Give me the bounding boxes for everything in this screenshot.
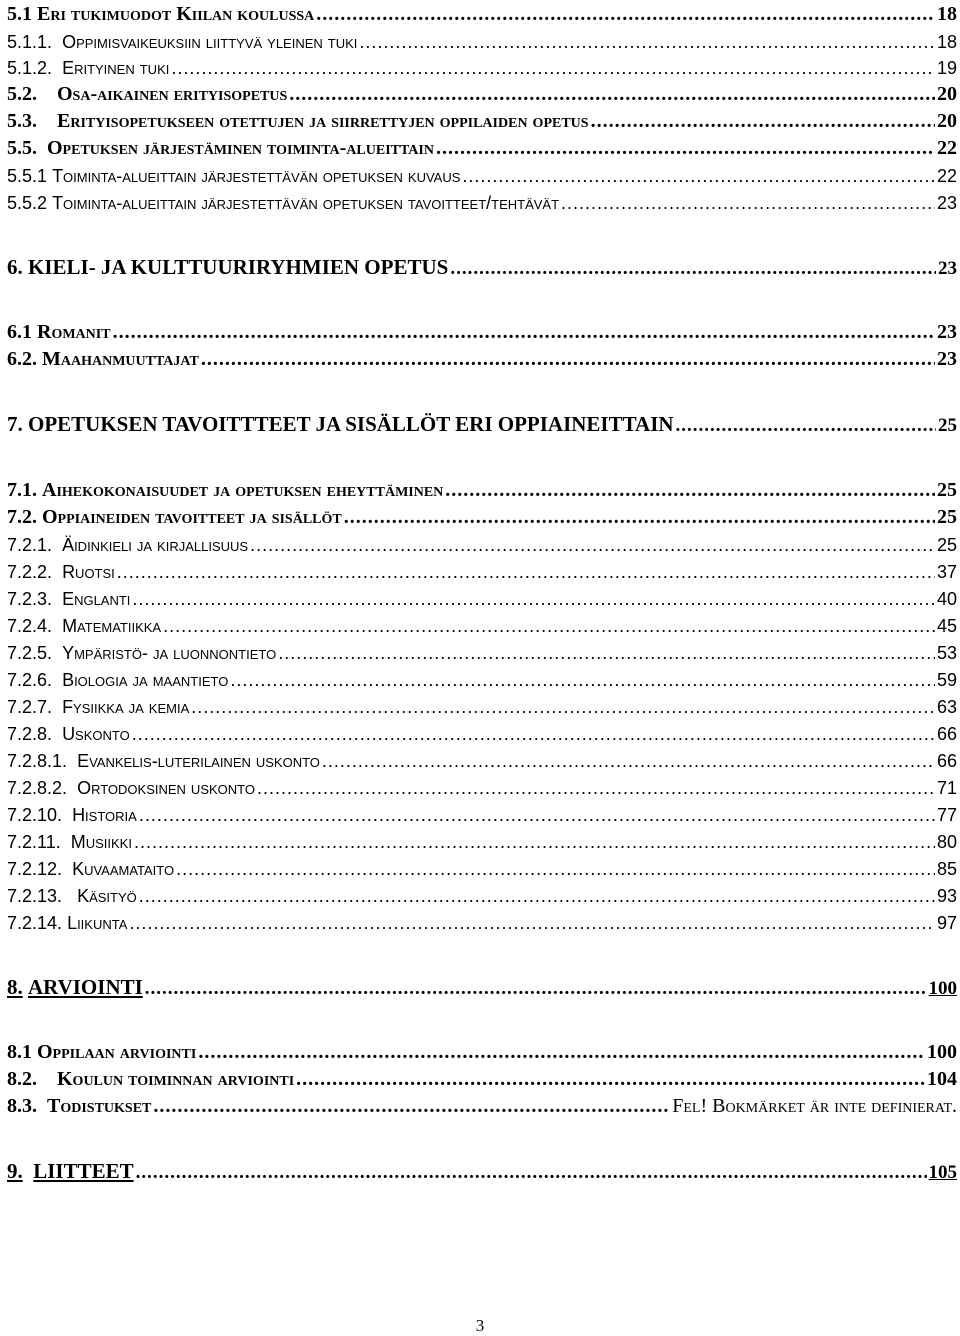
toc-entry-page: 23 xyxy=(937,321,957,343)
dot-leader xyxy=(113,321,935,344)
toc-entry[interactable] xyxy=(7,318,957,344)
toc-entry-number: 7. xyxy=(7,412,23,436)
toc-entry[interactable] xyxy=(7,1038,957,1064)
toc-entry-title: Oppiaineiden tavoitteet ja sisällöt xyxy=(42,506,342,528)
toc-entry[interactable] xyxy=(7,827,957,853)
dot-leader xyxy=(322,751,935,772)
toc-entry-title: Ympäristö- ja luonnontieto xyxy=(62,643,277,663)
toc-entry[interactable] xyxy=(7,530,957,556)
toc-entry-number: 7.2.12. xyxy=(7,859,63,879)
toc-entry-title: Ortodoksinen uskonto xyxy=(77,778,255,798)
toc-entry-number: 7.2.8.1. xyxy=(7,751,68,771)
toc-entry-page: 23 xyxy=(937,348,957,370)
toc-entry-title: Toiminta-alueittain järjestettävän opetuksen kuvaus xyxy=(52,166,461,186)
toc-entry-title: Biologia ja maantieto xyxy=(62,670,229,690)
toc-entry[interactable] xyxy=(7,665,957,691)
toc-entry[interactable] xyxy=(7,557,957,583)
toc-entry[interactable] xyxy=(7,719,957,745)
toc-entry-page: 25 xyxy=(937,479,957,501)
toc-entry[interactable] xyxy=(7,1092,957,1118)
dot-leader xyxy=(561,193,935,214)
toc-entry-page: 22 xyxy=(936,166,957,186)
toc-entry-title: Äidinkieli ja kirjallisuus xyxy=(62,535,249,555)
toc-entry-page: 18 xyxy=(936,32,957,52)
toc-entry-page: 104 xyxy=(927,1068,957,1090)
toc-entry-number: 6. xyxy=(7,255,23,279)
toc-entry-number: 5.5.2 xyxy=(7,193,48,213)
toc-entry[interactable] xyxy=(7,584,957,610)
toc-entry-number: 5.5. xyxy=(7,137,37,159)
toc-entry-page: 66 xyxy=(936,724,957,744)
dot-leader xyxy=(136,1162,927,1184)
toc-entry-number: 7.2.2. xyxy=(7,562,53,582)
toc-entry-number: 7.2.4. xyxy=(7,616,53,636)
dot-leader xyxy=(462,166,935,187)
toc-entry-number: 5.5.1 xyxy=(7,166,48,186)
toc-entry-title: Englanti xyxy=(62,589,131,609)
toc-entry[interactable] xyxy=(7,1158,957,1184)
toc-entry-number: 8.3. xyxy=(7,1095,37,1117)
dot-leader xyxy=(257,778,935,799)
page-number: 3 xyxy=(475,1316,485,1335)
dot-leader xyxy=(191,697,935,718)
toc-entry-title: Musiikki xyxy=(70,832,132,852)
toc-entry-page: 45 xyxy=(936,616,957,636)
toc-entry-page: 23 xyxy=(938,258,957,279)
toc-entry-page: 22 xyxy=(937,137,957,159)
toc-entry-page: 23 xyxy=(936,193,957,213)
toc-entry-number: 5.1.1. xyxy=(7,32,53,52)
toc-entry[interactable] xyxy=(7,27,957,53)
dot-leader xyxy=(359,32,935,53)
toc-entry-title: Ruotsi xyxy=(62,562,115,582)
toc-entry-number: 7.2.10. xyxy=(7,805,63,825)
dot-leader xyxy=(230,670,935,691)
toc-entry-number: 7.2. xyxy=(7,506,37,528)
dot-leader xyxy=(278,643,935,664)
toc-entry[interactable] xyxy=(7,611,957,637)
toc-entry-title: Aihekokonaisuudet ja opetuksen eheyttäminen xyxy=(42,479,444,501)
dot-leader xyxy=(591,110,935,133)
toc-entry-title: Liikunta xyxy=(67,913,128,933)
toc-entry-number: 5.1 xyxy=(7,3,32,25)
dot-leader xyxy=(316,3,935,26)
toc-entry-page: 18 xyxy=(937,3,957,25)
toc-entry-title: Eri tukimuodot Kiilan koulussa xyxy=(37,3,315,25)
toc-entry-number: 8. xyxy=(7,975,23,999)
toc-entry-number: 7.2.14. xyxy=(7,913,63,933)
toc-entry-title: Todistukset xyxy=(47,1095,152,1117)
toc-entry[interactable] xyxy=(7,638,957,664)
toc-entry-page: 40 xyxy=(936,589,957,609)
dot-leader xyxy=(250,535,935,556)
toc-entry-number: 5.1.2. xyxy=(7,58,53,78)
toc-entry-title: Historia xyxy=(72,805,137,825)
toc-entry[interactable] xyxy=(7,476,957,502)
toc-entry-page: 66 xyxy=(936,751,957,771)
toc-entry-title: Evankelis-luterilainen uskonto xyxy=(77,751,320,771)
toc-entry[interactable] xyxy=(7,503,957,529)
toc-entry-page: 97 xyxy=(936,913,957,933)
toc-entry-title: Osa-aikainen erityisopetus xyxy=(57,83,288,105)
toc-entry-number: 7.2.1. xyxy=(7,535,53,555)
toc-entry[interactable] xyxy=(7,746,957,772)
toc-entry-title: Matematiikka xyxy=(62,616,162,636)
toc-entry-page: 100 xyxy=(928,978,957,999)
toc-entry-page: 53 xyxy=(936,643,957,663)
dot-leader xyxy=(139,886,935,907)
toc-entry-page: 63 xyxy=(936,697,957,717)
toc-entry[interactable] xyxy=(7,854,957,880)
toc-entry-title: Opetuksen järjestäminen toiminta-alueittain xyxy=(47,137,434,159)
toc-entry-number: 7.2.8. xyxy=(7,724,53,744)
toc-entry-title: Fysiikka ja kemia xyxy=(62,697,190,717)
toc-entry[interactable] xyxy=(7,80,957,106)
toc-entry-number: 9. xyxy=(7,1159,23,1183)
toc-entry-page: 71 xyxy=(936,778,957,798)
toc-entry-page: 85 xyxy=(936,859,957,879)
toc-entry-number: 7.2.13. xyxy=(7,886,63,906)
dot-leader xyxy=(129,913,935,934)
toc-entry[interactable] xyxy=(7,411,957,437)
toc-entry-title: Käsityö xyxy=(77,886,137,906)
dot-leader xyxy=(117,562,935,583)
dot-leader xyxy=(436,137,935,160)
toc-entry-page: 37 xyxy=(936,562,957,582)
toc-entry-title: Uskonto xyxy=(62,724,130,744)
toc-entry-page: 59 xyxy=(936,670,957,690)
toc-entry-title: Erityisopetukseen otettujen ja siirrettyjen oppilaiden opetus xyxy=(57,110,589,132)
dot-leader xyxy=(176,859,935,880)
dot-leader xyxy=(132,589,935,610)
toc-entry-page: Fel! Bokmärket är inte definierat. xyxy=(672,1095,957,1117)
toc-entry-title: Erityinen tuki xyxy=(62,58,170,78)
toc-entry-title: Toiminta-alueittain järjestettävän opetuksen tavoitteet/tehtävät xyxy=(52,193,560,213)
toc-entry-title: KIELI- JA KULTTUURIRYHMIEN OPETUS xyxy=(28,255,449,279)
dot-leader xyxy=(445,479,935,502)
toc-entry-number: 7.2.7. xyxy=(7,697,53,717)
toc-entry-page: 20 xyxy=(937,110,957,132)
dot-leader xyxy=(676,415,936,437)
toc-entry[interactable] xyxy=(7,0,957,26)
toc-entry[interactable] xyxy=(7,974,957,1000)
toc-entry-page: 25 xyxy=(936,535,957,555)
toc-entry[interactable] xyxy=(7,188,957,214)
toc-entry[interactable] xyxy=(7,107,957,133)
toc-entry[interactable] xyxy=(7,692,957,718)
toc-entry-page: 93 xyxy=(936,886,957,906)
toc-entry-page: 25 xyxy=(937,506,957,528)
toc-entry-page: 25 xyxy=(938,415,957,436)
toc-entry-title: Romanit xyxy=(37,321,111,343)
toc-entry-title: LIITTEET xyxy=(33,1159,134,1183)
toc-entry-page: 105 xyxy=(928,1162,957,1183)
toc-entry-number: 7.2.5. xyxy=(7,643,53,663)
toc-entry-number: 7.2.11. xyxy=(7,832,61,852)
dot-leader xyxy=(289,83,935,106)
toc-entry-number: 6.2. xyxy=(7,348,37,370)
dot-leader xyxy=(153,1095,670,1118)
toc-entry-number: 6.1 xyxy=(7,321,32,343)
dot-leader xyxy=(132,724,935,745)
toc-entry[interactable] xyxy=(7,53,957,79)
toc-entry-number: 5.2. xyxy=(7,83,37,105)
dot-leader xyxy=(296,1068,925,1091)
toc-entry-number: 7.2.3. xyxy=(7,589,53,609)
toc-entry[interactable] xyxy=(7,773,957,799)
toc-entry-number: 7.2.6. xyxy=(7,670,53,690)
toc-entry[interactable] xyxy=(7,908,957,934)
toc-entry-number: 8.1 xyxy=(7,1041,32,1063)
toc-entry-number: 7.2.8.2. xyxy=(7,778,68,798)
toc-entry-title: Koulun toiminnan arviointi xyxy=(57,1068,295,1090)
toc-entry-number: 7.1. xyxy=(7,479,37,501)
toc-entry-title: ARVIOINTI xyxy=(28,975,143,999)
dot-leader xyxy=(145,978,927,1000)
toc-entry[interactable] xyxy=(7,345,957,371)
toc-entry-page: 19 xyxy=(936,58,957,78)
toc-entry[interactable] xyxy=(7,800,957,826)
dot-leader xyxy=(344,506,935,529)
toc-entry-title: Maahanmuuttajat xyxy=(42,348,199,370)
toc-entry-title: Kuvaamataito xyxy=(72,859,175,879)
dot-leader xyxy=(201,348,935,371)
toc-entry[interactable] xyxy=(7,881,957,907)
toc-entry[interactable] xyxy=(7,254,957,280)
dot-leader xyxy=(163,616,935,637)
toc-entry-page: 77 xyxy=(936,805,957,825)
toc-entry-title: OPETUKSEN TAVOITTTEET JA SISÄLLÖT ERI OPPIAINEITTAIN xyxy=(28,412,674,436)
toc-entry-page: 20 xyxy=(937,83,957,105)
toc-entry-page: 80 xyxy=(936,832,957,852)
toc-entry-title: Oppilaan arviointi xyxy=(37,1041,197,1063)
dot-leader xyxy=(139,805,935,826)
toc-entry-title: Oppimisvaikeuksiin liittyvä yleinen tuki xyxy=(62,32,358,52)
toc-entry[interactable] xyxy=(7,134,957,160)
toc-entry-number: 5.3. xyxy=(7,110,37,132)
dot-leader xyxy=(171,58,935,79)
toc-entry-number: 8.2. xyxy=(7,1068,37,1090)
toc-entry-page: 100 xyxy=(927,1041,957,1063)
dot-leader xyxy=(134,832,935,853)
dot-leader xyxy=(198,1041,925,1064)
toc-entry[interactable] xyxy=(7,161,957,187)
dot-leader xyxy=(450,258,936,280)
toc-entry[interactable] xyxy=(7,1065,957,1091)
